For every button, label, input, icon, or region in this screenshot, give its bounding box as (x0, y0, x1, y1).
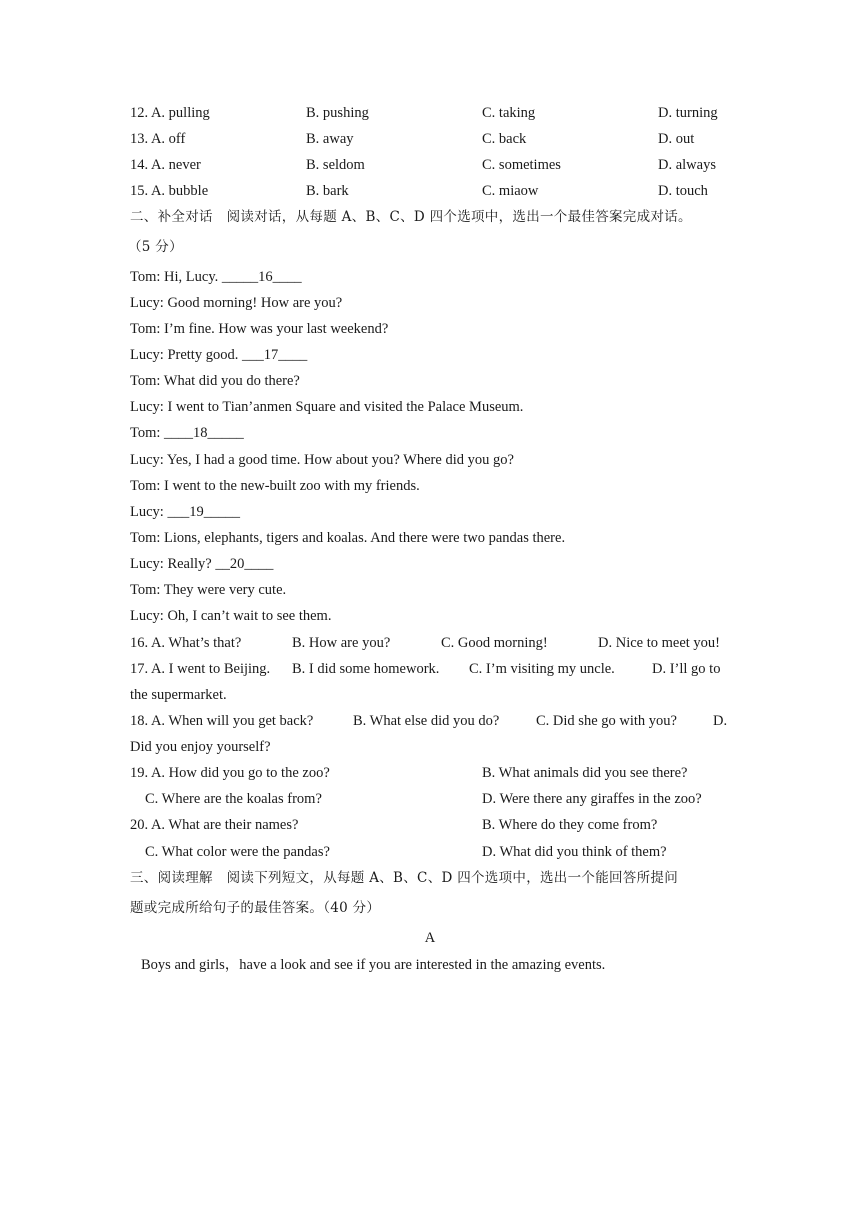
option-d: D. I’ll go to (652, 661, 721, 677)
option-a: 17. A. I went to Beijing. (130, 661, 271, 677)
section-3-heading-continued: 题或完成所给句子的最佳答案。（40 分） (130, 900, 381, 916)
option-d: D. touch (658, 183, 708, 199)
option-d-continued: Did you enjoy yourself? (130, 739, 271, 755)
section-2-points: （5 分） (128, 239, 183, 255)
dialogue-line: Tom: Lions, elephants, tigers and koalas. And there were two pandas there. (130, 530, 566, 546)
dialogue-line: Tom: Hi, Lucy. _____16____ (130, 269, 302, 285)
option-b: B. What else did you do? (353, 713, 500, 729)
section-2-heading: 二、补全对话 阅读对话，从每题 A、B、C、D 四个选项中，选出一个最佳答案完成对话。 (130, 209, 692, 225)
option-a: 15. A. bubble (130, 183, 209, 199)
dialogue-line: Lucy: ___19_____ (130, 504, 240, 520)
option-c: C. sometimes (482, 157, 561, 173)
option-c: C. What color were the pandas? (145, 844, 330, 860)
option-a: 14. A. never (130, 157, 201, 173)
option-b: B. away (306, 131, 354, 147)
dialogue-line: Lucy: Yes, I had a good time. How about you? Where did you go? (130, 452, 514, 468)
option-b: B. What animals did you see there? (482, 765, 688, 781)
option-d: D. Were there any giraffes in the zoo? (482, 791, 702, 807)
option-a: 18. A. When will you get back? (130, 713, 314, 729)
option-c: C. back (482, 131, 527, 147)
option-a: 12. A. pulling (130, 105, 210, 121)
option-c: C. I’m visiting my uncle. (469, 661, 615, 677)
option-d: D. What did you think of them? (482, 844, 667, 860)
passage-label: A (424, 930, 436, 946)
dialogue-line: Lucy: Really? __20____ (130, 556, 274, 572)
option-c: C. Where are the koalas from? (145, 791, 322, 807)
dialogue-line: Tom: They were very cute. (130, 582, 287, 598)
passage-intro: Boys and girls，have a look and see if you are interested in the amazing events. (141, 957, 606, 973)
dialogue-line: Lucy: I went to Tian’anmen Square and visited the Palace Museum. (130, 399, 524, 415)
option-b: B. pushing (306, 105, 369, 121)
option-a: 13. A. off (130, 131, 186, 147)
option-c: C. taking (482, 105, 536, 121)
option-d: D. Nice to meet you! (598, 635, 721, 651)
option-a: 20. A. What are their names? (130, 817, 299, 833)
option-d: D. out (658, 131, 695, 147)
section-3-heading: 三、阅读理解 阅读下列短文，从每题 A、B、C、D 四个选项中，选出一个能回答所提问 (130, 870, 679, 886)
option-d: D. (713, 713, 728, 729)
option-c: C. miaow (482, 183, 539, 199)
dialogue-line: Lucy: Oh, I can’t wait to see them. (130, 608, 332, 624)
option-a: 16. A. What’s that? (130, 635, 242, 651)
option-b: B. I did some homework. (292, 661, 440, 677)
option-b: B. bark (306, 183, 349, 199)
option-c: C. Good morning! (441, 635, 548, 651)
option-b: B. How are you? (292, 635, 391, 651)
dialogue-line: Tom: I went to the new-built zoo with my friends. (130, 478, 420, 494)
option-d: D. always (658, 157, 716, 173)
dialogue-line: Tom: What did you do there? (130, 373, 300, 389)
dialogue-line: Lucy: Pretty good. ___17____ (130, 347, 308, 363)
dialogue-line: Tom: ____18_____ (130, 425, 244, 441)
option-a: 19. A. How did you go to the zoo? (130, 765, 330, 781)
option-c: C. Did she go with you? (536, 713, 677, 729)
option-d-continued: the supermarket. (130, 687, 227, 703)
option-b: B. seldom (306, 157, 365, 173)
dialogue-line: Lucy: Good morning! How are you? (130, 295, 343, 311)
option-b: B. Where do they come from? (482, 817, 658, 833)
option-d: D. turning (658, 105, 718, 121)
dialogue-line: Tom: I’m fine. How was your last weekend? (130, 321, 389, 337)
